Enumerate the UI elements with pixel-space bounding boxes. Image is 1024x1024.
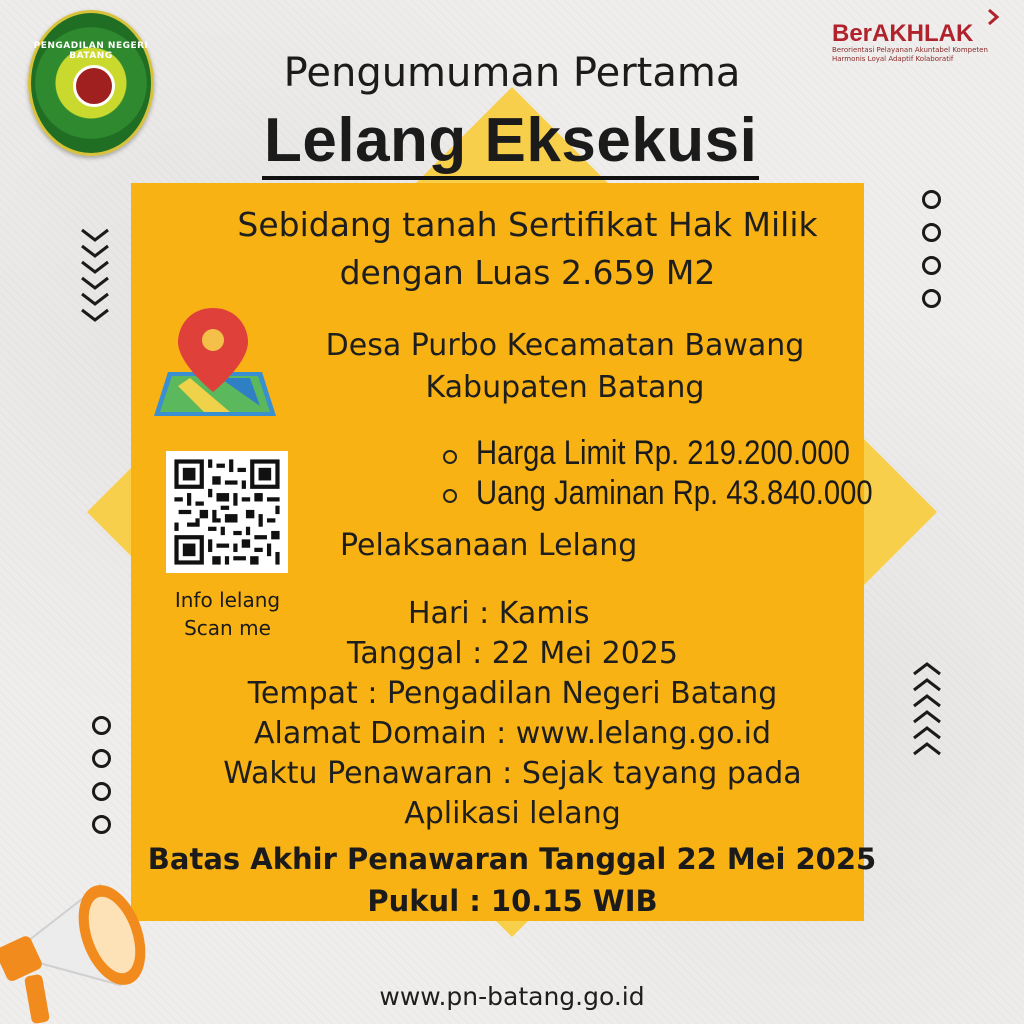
- location-line-2: Kabupaten Batang: [425, 370, 705, 405]
- price-limit: Harga Limit Rp. 219.200.000: [476, 434, 850, 472]
- schedule-bid-time-2: Aplikasi lelang: [404, 796, 621, 831]
- court-seal-text: PENGADILAN NEGERI BATANG: [33, 41, 149, 61]
- qr-code-icon[interactable]: [166, 451, 288, 573]
- bullet-circle-icon: [442, 449, 458, 465]
- schedule-domain: Alamat Domain : www.lelang.go.id: [253, 716, 772, 751]
- qr-caption-1: Info lelang: [174, 588, 281, 612]
- deadline-line-2: Pukul : 10.15 WIB: [367, 884, 658, 918]
- page-title: Lelang Eksekusi: [262, 106, 759, 180]
- page-subtitle: Pengumuman Pertama: [283, 50, 741, 96]
- berakhlak-logo: BerAKHLAK: [832, 20, 974, 47]
- schedule-day: Hari : Kamis: [408, 596, 590, 631]
- price-deposit: Uang Jaminan Rp. 43.840.000: [476, 474, 873, 512]
- location-line-1: Desa Purbo Kecamatan Bawang: [325, 328, 805, 363]
- berakhlak-tagline: Berorientasi Pelayanan Akuntabel Kompeten Harmonis Loyal Adaptif Kolaboratif: [832, 46, 988, 63]
- qr-caption-2: Scan me: [184, 616, 271, 640]
- deadline-line-1: Batas Akhir Penawaran Tanggal 22 Mei 2025: [147, 842, 877, 876]
- chevron-right-icon: [986, 8, 1000, 26]
- schedule-heading: Pelaksanaan Lelang: [340, 528, 638, 563]
- map-pin-icon: [150, 306, 280, 421]
- chevron-up-icon: [910, 660, 944, 766]
- decor-circles-bottom: [92, 716, 111, 848]
- property-line-2: dengan Luas 2.659 M2: [339, 253, 716, 292]
- bullet-circle-icon: [442, 488, 458, 504]
- schedule-bid-time-1: Waktu Penawaran : Sejak tayang pada: [223, 756, 802, 791]
- decor-circles-top: [922, 190, 941, 322]
- schedule-place: Tempat : Pengadilan Negeri Batang: [247, 676, 778, 711]
- schedule-date: Tanggal : 22 Mei 2025: [346, 636, 678, 671]
- property-line-1: Sebidang tanah Sertifikat Hak Milik: [237, 205, 818, 244]
- footer-website[interactable]: www.pn-batang.go.id: [379, 982, 645, 1011]
- chevron-down-icon: [78, 226, 112, 332]
